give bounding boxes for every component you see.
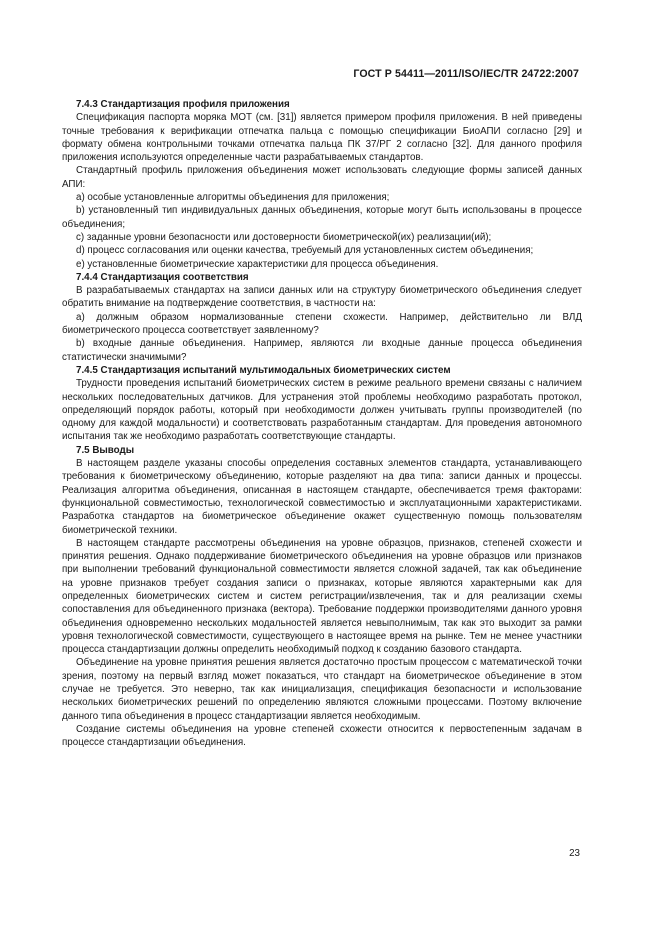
section-heading-7-4-3: 7.4.3 Стандартизация профиля приложения (76, 99, 290, 110)
list-item: b) входные данные объединения. Например, являются ли входные данные процесса объединения статистически значимыми? (62, 338, 582, 363)
paragraph: Стандартный профиль приложения объединения может использовать следующие формы записей данных АПИ: (62, 165, 582, 190)
paragraph: Создание системы объединения на уровне степеней схожести относится к первостепенным задачам в процессе стандартизации объединения. (62, 723, 582, 749)
paragraph: В разрабатываемых стандартах на записи данных или на структуру биометрического объединения следует обратить внимание на подтверждение соответствия, в частности на: (62, 285, 582, 310)
section-heading-7-4-4: 7.4.4 Стандартизация соответствия (76, 271, 249, 283)
list-item: d) процесс согласования или оценки качества, требуемый для установленных систем объединения; (76, 245, 534, 257)
list-item: c) заданные уровни безопасности или достоверности биометрической(их) реализации(ий); (76, 231, 492, 243)
paragraph: Объединение на уровне принятия решения является достаточно простым процессом с математической точки зрения, поэтому на первый взгляд может показаться, что стандарт на биометрическое объединение в этом случае не требуется. Это неверно, так как инициализация, спецификация безопасности и использование нескольких биометрических решений по определению являются сложными процессами. Поэтому включение данного типа объединения в процесс стандартизации является необходимым. (62, 657, 582, 722)
document-body (62, 98, 582, 750)
page-number: 23 (569, 848, 580, 859)
list-item: e) установленные биометрические характеристики для процесса объединения. (76, 258, 439, 270)
paragraph: Спецификация паспорта моряка МОТ (см. [31]) является примером профиля приложения. В ней приведены точные требования к верификации отпечатка пальца с помощью спецификации БиоАПИ согласно [29] и формату обмена контрольными точками отпечатка пальца ПК 37/РГ 2 согласно [32]. Для данного профиля приложения используются определенные части разрабатываемых стандартов. (62, 112, 582, 164)
paragraph: Трудности проведения испытаний биометрических систем в режиме реального времени связаны с наличием нескольких последовательных датчиков. Для устранения этой проблемы необходимо разработать протокол, определяющий порядок работы, который при необходимости должен учитывать группы производителей (по одному для каждой модальности) и соответствовать разработанным стандартам. Для проведения автономного испытания так же необходимо разработать соответствующие стандарты. (62, 378, 582, 443)
list-item: b) установленный тип индивидуальных данных объединения, которые могут быть использованы в процессе объединения; (62, 205, 582, 230)
section-heading-7-4-5: 7.4.5 Стандартизация испытаний мультимодальных биометрических систем (76, 364, 451, 376)
list-item: a) особые установленные алгоритмы объединения для приложения; (76, 192, 390, 204)
document-header: ГОСТ Р 54411—2011/ISO/IEC/TR 24722:2007 (353, 68, 579, 80)
paragraph: В настоящем разделе указаны способы определения составных элементов стандарта, устанавливающего требования к биометрическому объединению, которые разделяют на два типа: записи данных и процессы. Реализация алгоритма объединения, описанная в настоящем стандарте, обеспечивается тремя факторами: функциональной совместимостью, технологической совместимостью и эксплуатационными характеристиками. Разработка стандартов на биометрическое объединение окажет существенную помощь пользователям биометрической техники. (62, 458, 582, 536)
section-heading-7-5: 7.5 Выводы (76, 444, 135, 456)
paragraph: В настоящем стандарте рассмотрены объединения на уровне образцов, признаков, степеней схожести и принятия решения. Однако поддерживание биометрического объединения на уровне образцов или признаков при выполнении требований функциональной совместимости является сложной задачей, так как объединение на уровне признаков требует создания записи о признаках, которые являются характерными как для определенных биометрических систем и систем регистрации/извлечения, так и для реализации схемы сопоставления для объединенного признака (вектора). Требование поддержки производителями данного уровня объединения одновременно нескольких модальностей является невыполнимым, так как это выходит за рамки уровня технологической совместимости, существующего в настоящее время на рынке. Тем не менее участники процесса стандартизации должны определить необходимый подход к созданию базового стандарта. (62, 537, 582, 656)
list-item: a) должным образом нормализованные степени схожести. Например, действительно ли ВЛД биометрического процесса соответствует заявленному? (62, 311, 582, 337)
